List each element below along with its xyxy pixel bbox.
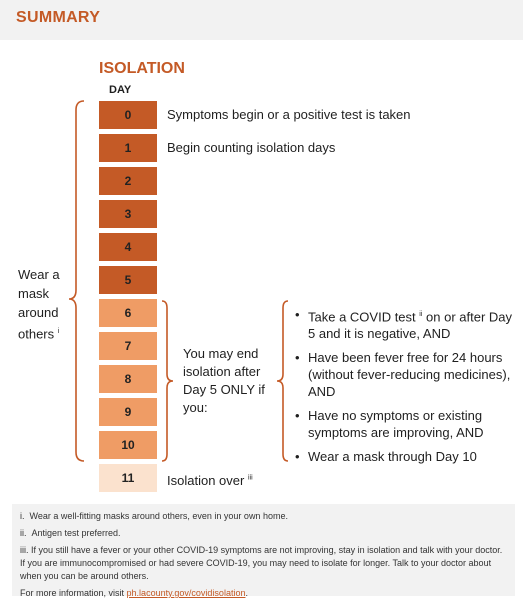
day-box-9 bbox=[99, 398, 157, 426]
day-box-2 bbox=[99, 167, 157, 195]
conditions-bracket bbox=[276, 300, 290, 463]
mask-text: Wear a mask around others bbox=[18, 267, 60, 342]
day-box-1 bbox=[99, 134, 157, 162]
day-number: 6 bbox=[124, 306, 132, 320]
end-isolation-conditions bbox=[295, 306, 520, 472]
day-box-5 bbox=[99, 266, 157, 294]
condition-test-post: on or after Day 5 and it is negative, AND bbox=[308, 309, 513, 342]
page-title: SUMMARY bbox=[16, 9, 101, 26]
day-timeline bbox=[99, 101, 157, 497]
day-box-4 bbox=[99, 233, 157, 261]
condition-fever: • Have been fever free for 24 hours (without fever-reducing medicines), AND bbox=[295, 349, 520, 400]
day-box-11 bbox=[99, 464, 157, 492]
day11-text: Isolation over bbox=[167, 473, 245, 488]
end-isolation-bracket bbox=[161, 300, 175, 463]
condition-test bbox=[295, 306, 520, 342]
footnote-i: i. Wear a well-fitting masks around others, even in your own home. bbox=[20, 511, 288, 521]
day-number: 4 bbox=[124, 240, 132, 254]
condition-test-pre: Take a COVID test bbox=[308, 309, 416, 325]
footnote-ref-i: i bbox=[57, 328, 60, 335]
day-number: 7 bbox=[124, 339, 132, 353]
day-number: 1 bbox=[124, 141, 132, 155]
condition-mask: • Wear a mask through Day 10 bbox=[295, 448, 520, 465]
isolation-title: ISOLATION bbox=[99, 60, 185, 77]
day-box-0 bbox=[99, 101, 157, 129]
covid-isolation-link[interactable]: ph.lacounty.gov/covidisolation bbox=[126, 588, 246, 598]
more-info-text: For more information, visit bbox=[20, 588, 125, 598]
day-box-10 bbox=[99, 431, 157, 459]
day-column-label: DAY bbox=[109, 84, 132, 96]
footnote-iii: iii. If you still have a fever or your other COVID-19 symptoms are not improving, stay in isolation and talk with your doctor. If you are immunocompromised or had severe COVID-19, you may need to isolate for longer. Talk to your doctor about when you can be around others. bbox=[20, 545, 503, 581]
day-number: 11 bbox=[121, 471, 135, 485]
day-box-8 bbox=[99, 365, 157, 393]
day-number: 10 bbox=[121, 438, 135, 452]
day-number: 0 bbox=[124, 108, 132, 122]
end-isolation-text: You may end isolation after Day 5 ONLY if you: bbox=[183, 346, 265, 415]
mask-instruction bbox=[18, 265, 78, 343]
more-info-period: . bbox=[245, 588, 248, 598]
summary-header bbox=[0, 0, 523, 40]
day-number: 3 bbox=[124, 207, 132, 221]
day-number: 2 bbox=[124, 174, 132, 188]
day-box-7 bbox=[99, 332, 157, 360]
day0-description: Symptoms begin or a positive test is taken bbox=[167, 107, 411, 122]
footnote-ii: ii. Antigen test preferred. bbox=[20, 528, 121, 538]
day-box-6 bbox=[99, 299, 157, 327]
day11-description bbox=[167, 473, 253, 488]
day-number: 8 bbox=[124, 372, 132, 386]
footnotes-box bbox=[12, 504, 515, 596]
condition-symptoms: • Have no symptoms or existing symptoms are improving, AND bbox=[295, 407, 520, 441]
more-info bbox=[20, 587, 507, 600]
footnote-ref-iii: iii bbox=[247, 474, 253, 482]
day-number: 9 bbox=[124, 405, 132, 419]
day-number: 5 bbox=[124, 273, 132, 287]
day-box-3 bbox=[99, 200, 157, 228]
day1-description: Begin counting isolation days bbox=[167, 140, 336, 155]
footnote-ref-ii: ii bbox=[419, 311, 423, 318]
